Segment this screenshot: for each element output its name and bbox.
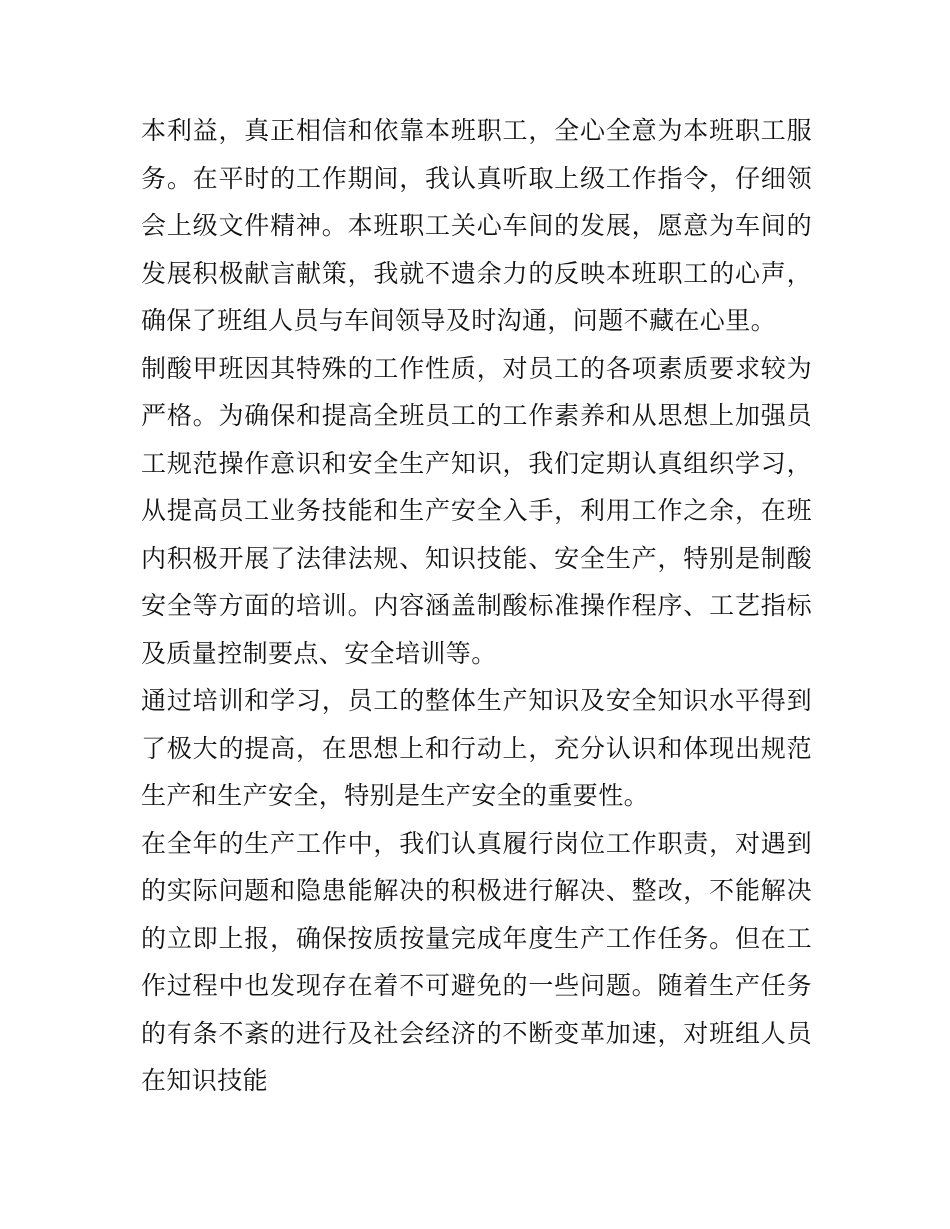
paragraph-2: 制酸甲班因其特殊的工作性质，对员工的各项素质要求较为严格。为确保和提高全班员工的工作素养和从思想上加强员工规范操作意识和安全生产知识，我们定期认真组织学习，从提高员工业务技能和生产安全入手，利用工作之余，在班内积极开展了法律法规、知识技能、安全生产，特别是制酸安全等方面的培训。内容涵盖制酸标准操作程序、工艺指标及质量控制要点、安全培训等。 bbox=[141, 353, 812, 668]
paragraph-3: 通过培训和学习，员工的整体生产知识及安全知识水平得到了极大的提高，在思想上和行动上，充分认识和体现出规范生产和生产安全，特别是生产安全的重要性。 bbox=[141, 686, 812, 810]
paragraph-4: 在全年的生产工作中，我们认真履行岗位工作职责，对遇到的实际问题和隐患能解决的积极进行解决、整改，不能解决的立即上报，确保按质按量完成年度生产工作任务。但在工作过程中也发现存在着不可避免的一些问题。随着生产任务的有条不紊的进行及社会经济的不断变革加速，对班组人员在知识技能 bbox=[141, 828, 812, 1095]
paragraph-1: 本利益，真正相信和依靠本班职工，全心全意为本班职工服务。在平时的工作期间，我认真听取上级工作指令，仔细领会上级文件精神。本班职工关心车间的发展，愿意为车间的发展积极献言献策，我就不遗余力的反映本班职工的心声，确保了班组人员与车间领导及时沟通，问题不藏在心里。 bbox=[141, 116, 812, 335]
